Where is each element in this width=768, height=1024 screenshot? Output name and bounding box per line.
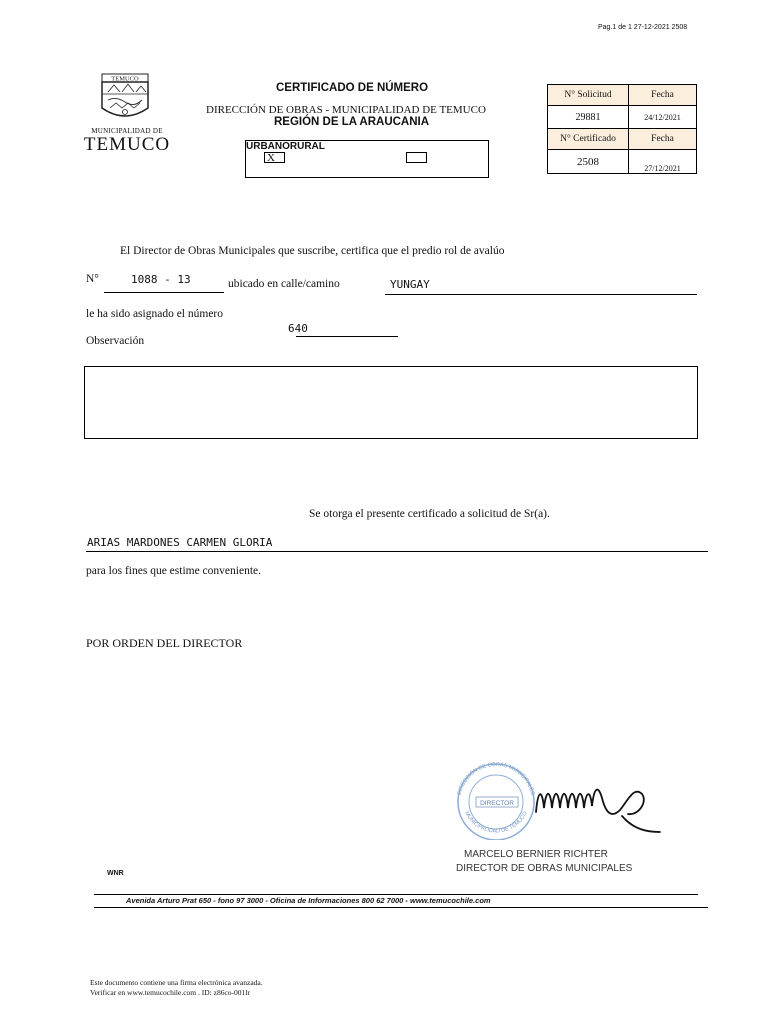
solicitud-header: N° Solicitud — [548, 85, 629, 106]
rol-underline — [104, 292, 224, 293]
stamp-ring-top: DIRECCIÓN DE OBRAS MUNICIPALES — [456, 761, 536, 796]
rol-label: N° — [86, 273, 99, 285]
solicitud-value: 29881 — [548, 106, 629, 129]
applicant-underline — [86, 551, 708, 552]
footer-rule-top — [94, 894, 698, 895]
verification-note — [90, 978, 263, 998]
assigned-number: 640 — [288, 322, 308, 335]
footer-rule-bottom — [94, 907, 708, 908]
street-underline — [385, 294, 697, 295]
assigned-label: le ha sido asignado el número — [86, 308, 224, 320]
verification-line-2: Verificar en www.temucochile.com . ID: z86co-001lr — [90, 988, 250, 997]
page-info: Pag.1 de 1 27-12-2021 2508 — [598, 24, 688, 31]
initials: WNR — [107, 870, 124, 877]
urban-checkbox: X — [264, 152, 285, 163]
intro-text: El Director de Obras Municipales que suscribe, certifica que el predio rol de avalúo — [120, 245, 505, 257]
rural-checkbox — [406, 152, 427, 163]
verification-line-1: Este documento contiene una firma electrónica avanzada. — [90, 978, 263, 987]
document-title: CERTIFICADO DE NÚMERO — [276, 82, 429, 94]
certificado-header: N° Certificado — [548, 129, 629, 150]
signer-block — [456, 848, 632, 876]
certificate-meta-table — [547, 84, 697, 174]
grant-text: Se otorga el presente certificado a solicitud de Sr(a). — [309, 508, 550, 520]
solicitud-date: 24/12/2021 — [629, 106, 697, 129]
certificado-value: 2508 — [548, 150, 629, 174]
logo-name: TEMUCO — [83, 134, 171, 155]
region-name: REGIÓN DE LA ARAUCANIA — [274, 116, 430, 128]
purpose-text: para los fines que estime conveniente. — [86, 565, 261, 577]
logo-top-banner: TEMUCO — [111, 75, 139, 83]
zone-label: URBANORURAL — [246, 141, 325, 152]
fecha-header: Fecha — [629, 85, 697, 106]
street-label: ubicado en calle/camino — [228, 278, 340, 290]
director-stamp-signature — [452, 758, 662, 840]
order-text: POR ORDEN DEL DIRECTOR — [86, 636, 243, 650]
observation-box — [84, 366, 698, 439]
observation-label: Observación — [86, 335, 145, 347]
department-name: DIRECCIÓN DE OBRAS - MUNICIPALIDAD DE TEMUCO — [206, 104, 486, 116]
street-value: YUNGAY — [390, 278, 430, 291]
logo-subtitle: MUNICIPALIDAD DE — [91, 127, 163, 135]
stamp-ring-bottom: MUNICIPALIDAD DE TEMUCO — [463, 810, 529, 835]
assigned-underline — [296, 336, 398, 337]
signature-icon — [536, 790, 660, 832]
signer-name: MARCELO BERNIER RICHTER — [464, 849, 608, 860]
svg-text:DIRECCIÓN DE OBRAS MUNICIPALES — [457, 762, 536, 796]
rol-value: 1088 - 13 — [131, 273, 191, 286]
applicant-name: ARIAS MARDONES CARMEN GLORIA — [87, 536, 273, 549]
stamp-center-text: DIRECTOR — [480, 800, 514, 807]
certificado-date: 27/12/2021 — [629, 150, 697, 174]
certificado-fecha-header: Fecha — [629, 129, 697, 150]
crest-icon — [96, 72, 154, 124]
footer-address: Avenida Arturo Prat 650 - fono 97 3000 - Oficina de Informaciones 800 62 7000 - www.temucochile.com — [126, 896, 491, 905]
svg-text:MUNICIPALIDAD DE TEMUCO — [463, 810, 529, 834]
municipality-logo — [76, 72, 178, 156]
signer-position: DIRECTOR DE OBRAS MUNICIPALES — [456, 863, 633, 874]
